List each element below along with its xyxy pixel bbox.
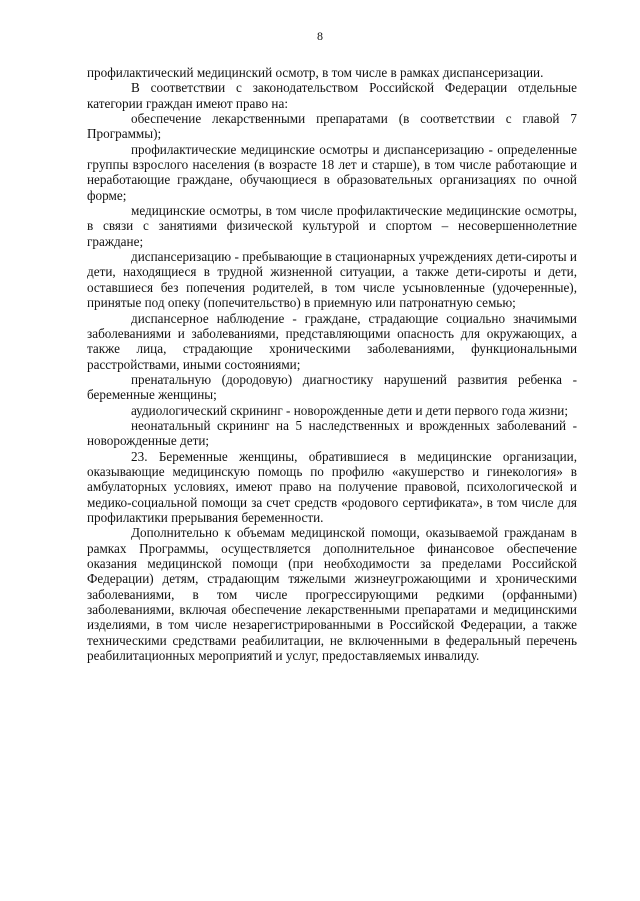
paragraph-sports-examinations: медицинские осмотры, в том числе профилактические медицинские осмотры, в связи с занятиями физической культурой и спортом – несовершеннолетние граждане; — [87, 203, 577, 249]
paragraph-orphan-dispensarization: диспансеризацию - пребывающие в стационарных учреждениях дети-сироты и дети, находящиеся в трудной жизненной ситуации, а также дети-сироты и дети, оставшиеся без попечения родителей, в том числе усыновленные (удочеренные), принятые под опеку (попечительство) в приемную или патронатную семью; — [87, 249, 577, 311]
paragraph-preventive-examinations: профилактические медицинские осмотры и диспансеризацию - определенные группы взрослого населения (в возрасте 18 лет и старше), в том числе работающие и неработающие граждане, обучающиеся в образовательных организациях по очной форме; — [87, 141, 577, 203]
paragraph-dispensary-observation: диспансерное наблюдение - граждане, страдающие социально значимыми заболеваниями и заболеваниями, представляющими опасность для окружающих, а также лица, страдающие хроническими заболеваниями, функциональными расстройствами, иными состояниями; — [87, 310, 577, 372]
paragraph-audiological-screening: аудиологический скрининг - новорожденные дети и дети первого года жизни; — [131, 402, 569, 418]
paragraph-rights-intro: В соответствии с законодательством Российской Федерации отдельные категории граждан имеют право на: — [87, 80, 577, 111]
paragraph-prenatal-diagnostics: пренатальную (дородовую) диагностику нарушений развития ребенка - беременные женщины; — [87, 371, 577, 403]
page-number: 8 — [317, 29, 323, 43]
paragraph-medication-provision: обеспечение лекарственными препаратами (в соответствии с главой 7 Программы); — [87, 111, 577, 142]
paragraph-item-23: 23. Беременные женщины, обратившиеся в медицинские организации, оказывающие медицинскую помощь по профилю «акушерство и гинекология» в амбулаторных условиях, имеют право на получение правовой, психологической и медико-социальной помощи за счет средств «родового сертификата», в том числе для профилактики прерывания беременности. — [87, 448, 577, 525]
paragraph-continuation: профилактический медицинский осмотр, в том числе в рамках диспансеризации. — [87, 65, 544, 80]
paragraph-additional-funding: Дополнительно к объемам медицинской помощи, оказываемой гражданам в рамках Программы, осуществляется дополнительное финансовое обеспечение оказания медицинской помощи (при необходимости за пределами Российской Федерации) детям, страдающим тяжелыми жизнеугрожающими и хроническими заболеваниями, в том числе прогрессирующими редкими (орфанными) заболеваниями, включая обеспечение лекарственными препаратами и медицинскими изделиями, в том числе незарегистрированными в Российской Федерации, а также техническими средствами реабилитации, не включенными в федеральный перечень реабилитационных мероприятий и услуг, предоставляемых инвалиду. — [87, 525, 577, 664]
paragraph-neonatal-screening: неонатальный скрининг на 5 наследственных и врожденных заболеваний - новорожденные дети; — [87, 417, 577, 449]
document-body — [87, 65, 577, 663]
